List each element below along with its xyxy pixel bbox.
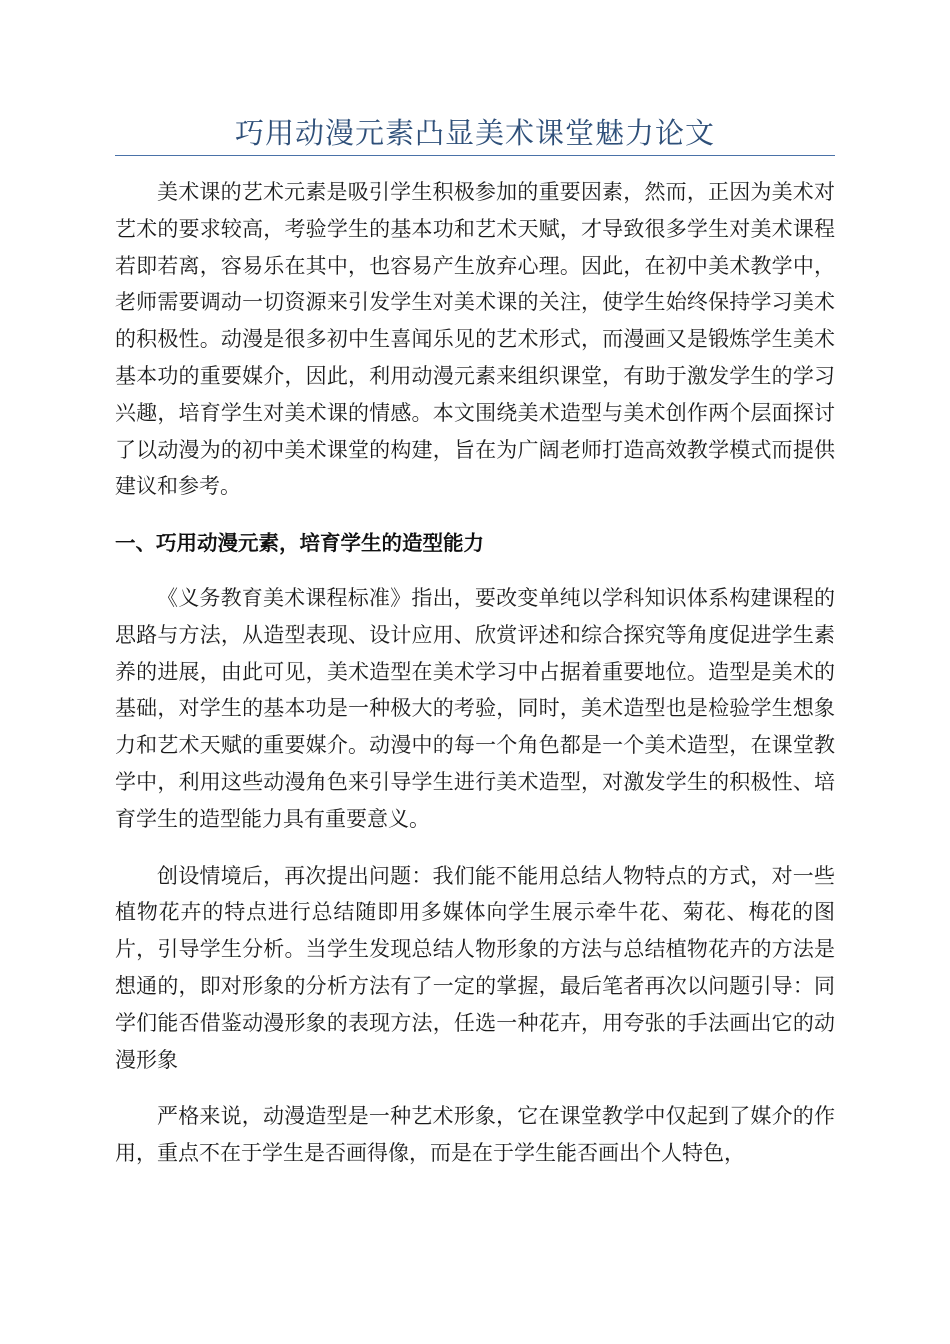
intro-paragraph: 美术课的艺术元素是吸引学生积极参加的重要因素，然而，正因为美术对艺术的要求较高，考验学生的基本功和艺术天赋，才导致很多学生对美术课程若即若离，容易乐在其中，也容易产生放弃心理。因此，在初中美术教学中，老师需要调动一切资源来引发学生对美术课的关注，使学生始终保持学习美术的积极性。动漫是很多初中生喜闻乐见的艺术形式，而漫画又是锻炼学生美术基本功的重要媒介，因此，利用动漫元素来组织课堂，有助于激发学生的学习兴趣，培育学生对美术课的情感。本文围绕美术造型与美术创作两个层面探讨了以动漫为的初中美术课堂的构建，旨在为广阔老师打造高效教学模式而提供建议和参考。 [115, 180, 835, 499]
title-underline [115, 155, 835, 156]
section1-paragraph-1: 《义务教育美术课程标准》指出，要改变单纯以学科知识体系构建课程的思路与方法，从造型表现、设计应用、欣赏评述和综合探究等角度促进学生素养的进展，由此可见，美术造型在美术学习中占据着重要地位。造型是美术的基础，对学生的基本功是一种极大的考验，同时，美术造型也是检验学生想象力和艺术天赋的重要媒介。动漫中的每一个角色都是一个美术造型，在课堂教学中，利用这些动漫角色来引导学生进行美术造型，对激发学生的积极性、培育学生的造型能力具有重要意义。 [115, 585, 835, 831]
section1-paragraph-2: 创设情境后，再次提出问题：我们能不能用总结人物特点的方式，对一些植物花卉的特点进行总结随即用多媒体向学生展示牵牛花、菊花、梅花的图片，引导学生分析。当学生发现总结人物形象的方法与总结植物花卉的方法是想通的，即对形象的分析方法有了一定的掌握，最后笔者再次以问题引导：同学们能否借鉴动漫形象的表现方法，任选一种花卉，用夸张的手法画出它的动漫形象 [115, 863, 835, 1072]
section-heading-1: 一、巧用动漫元素，培育学生的造型能力 [115, 531, 484, 556]
document-body [115, 174, 835, 1192]
section1-paragraph-3: 严格来说，动漫造型是一种艺术形象，它在课堂教学中仅起到了媒介的作用，重点不在于学生是否画得像，而是在于学生能否画出个人特色， [115, 1104, 835, 1166]
document-title: 巧用动漫元素凸显美术课堂魅力论文 [234, 116, 715, 150]
